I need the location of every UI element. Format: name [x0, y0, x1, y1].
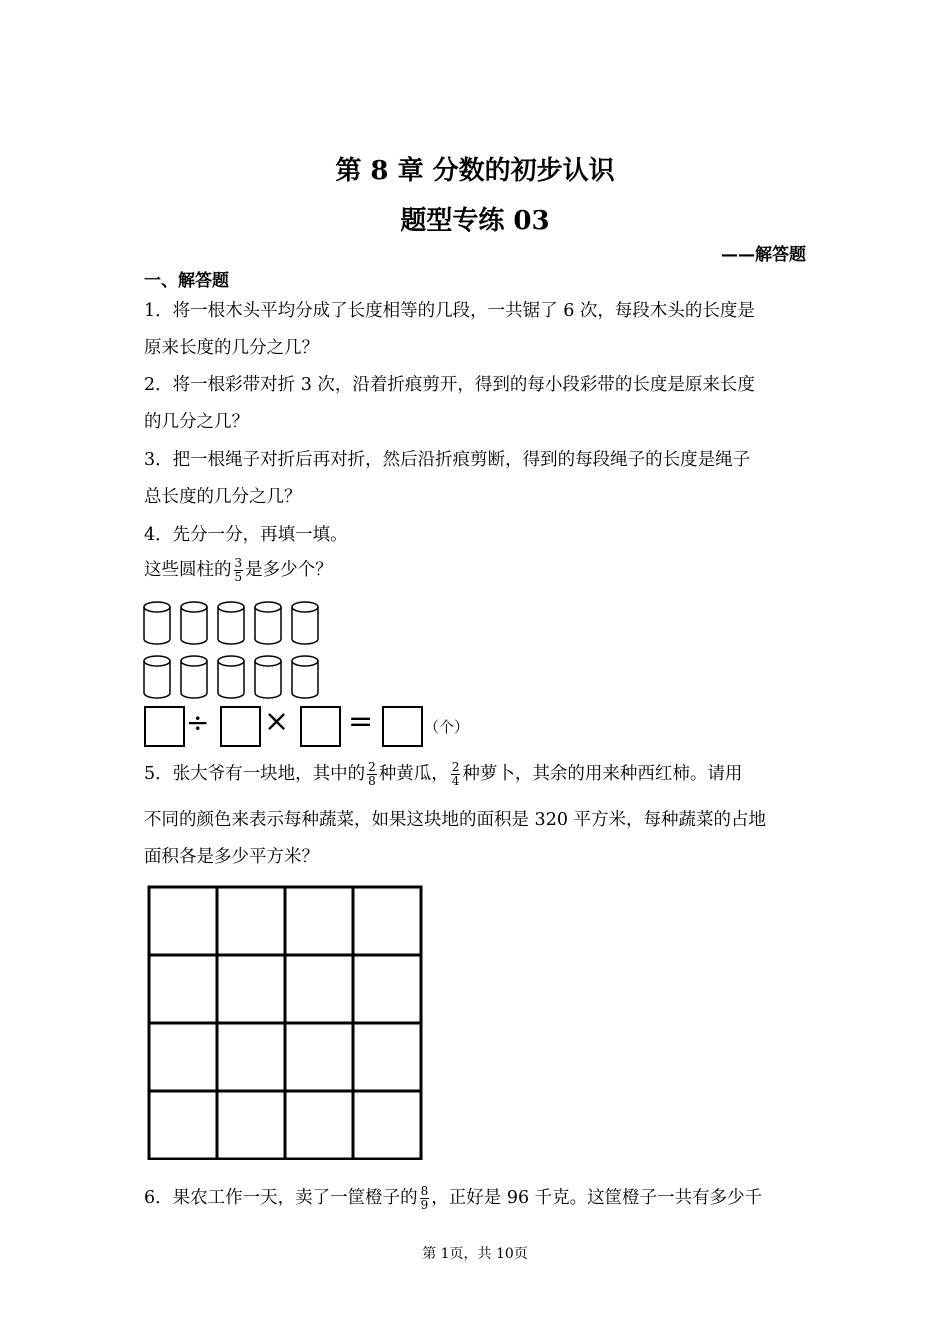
q6-fraction: $\frac{8}{9}$	[420, 1184, 429, 1212]
cylinder-icon	[292, 656, 318, 698]
q5-line2: 不同的颜色来表示每种蔬菜，如果这块地的面积是 320 平方米，每种蔬菜的占地	[144, 810, 767, 830]
cylinder-icon	[255, 602, 281, 644]
grid-cell[interactable]	[353, 955, 421, 1023]
grid-cell[interactable]	[353, 1023, 421, 1091]
grid-cell[interactable]	[217, 1023, 285, 1091]
land-grid	[146, 884, 424, 1160]
q5-part3: 种萝卜，其余的用来种西红柿。请用	[462, 764, 743, 784]
unit-label: （个）	[424, 718, 470, 736]
sub-title: 题型专练 03	[400, 206, 550, 236]
q5-line1	[144, 760, 742, 788]
cylinder-icon	[181, 602, 207, 644]
q5-fraction-2: $\frac{2}{4}$	[451, 760, 460, 788]
q3-line2: 总长度的几分之几？	[144, 487, 302, 507]
grid-cell[interactable]	[285, 1023, 353, 1091]
cylinder-icon	[292, 602, 318, 644]
grid-cell[interactable]	[217, 887, 285, 955]
question-type-label: ——解答题	[721, 245, 806, 265]
divide-sign: ÷	[186, 706, 210, 739]
cylinder-icon	[218, 656, 244, 698]
cylinder-icon	[218, 602, 244, 644]
q4-fraction: $\frac{3}{5}$	[234, 556, 243, 584]
grid-cell[interactable]	[285, 1091, 353, 1159]
q2-line2: 的几分之几？	[144, 412, 249, 432]
cylinder-icon	[144, 656, 170, 698]
answer-box-1[interactable]	[144, 706, 185, 747]
cylinder-icon	[255, 656, 281, 698]
cylinder-group	[140, 598, 330, 700]
cylinder-icon	[181, 656, 207, 698]
q5-part1: 5．张大爷有一块地，其中的	[144, 764, 366, 784]
answer-box-3[interactable]	[300, 706, 341, 747]
grid-cell[interactable]	[149, 955, 217, 1023]
q4-line1: 4．先分一分，再填一填。	[144, 525, 348, 545]
q5-fraction-1: $\frac{2}{8}$	[368, 760, 376, 788]
q6-line1	[144, 1184, 762, 1212]
section-heading: 一、解答题	[144, 271, 229, 291]
page-number: 第 1页，共 10页	[422, 1246, 528, 1262]
grid-cell[interactable]	[285, 887, 353, 955]
equals-sign: =	[348, 704, 374, 739]
answer-box-4[interactable]	[382, 706, 423, 747]
grid-cell[interactable]	[353, 1091, 421, 1159]
q1-line2: 原来长度的几分之几？	[144, 338, 319, 358]
grid-cell[interactable]	[217, 955, 285, 1023]
q4-prompt	[144, 556, 333, 584]
q4-prompt-before: 这些圆柱的	[144, 560, 232, 580]
grid-cell[interactable]	[149, 887, 217, 955]
grid-cell[interactable]	[285, 955, 353, 1023]
grid-cell[interactable]	[149, 1023, 217, 1091]
cylinder-icon	[144, 602, 170, 644]
grid-cell[interactable]	[217, 1091, 285, 1159]
multiply-sign: ×	[264, 704, 290, 739]
q5-part2: 种黄瓜，	[378, 764, 449, 784]
q1-line1: 1．将一根木头平均分成了长度相等的几段，一共锯了 6 次，每段木头的长度是	[144, 301, 755, 321]
q4-prompt-after: 是多少个？	[245, 560, 333, 580]
grid-cell[interactable]	[149, 1091, 217, 1159]
q6-part2: ，正好是 96 千克。这筐橙子一共有多少千	[431, 1188, 763, 1208]
grid-cell[interactable]	[353, 887, 421, 955]
answer-box-2[interactable]	[220, 706, 261, 747]
chapter-title: 第 8 章 分数的初步认识	[335, 156, 615, 186]
q5-line3: 面积各是多少平方米？	[144, 847, 319, 867]
q6-part1: 6．果农工作一天，卖了一筐橙子的	[144, 1188, 418, 1208]
q3-line1: 3．把一根绳子对折后再对折，然后沿折痕剪断，得到的每段绳子的长度是绳子	[144, 450, 751, 470]
q2-line1: 2．将一根彩带对折 3 次，沿着折痕剪开，得到的每小段彩带的长度是原来长度	[144, 375, 755, 395]
